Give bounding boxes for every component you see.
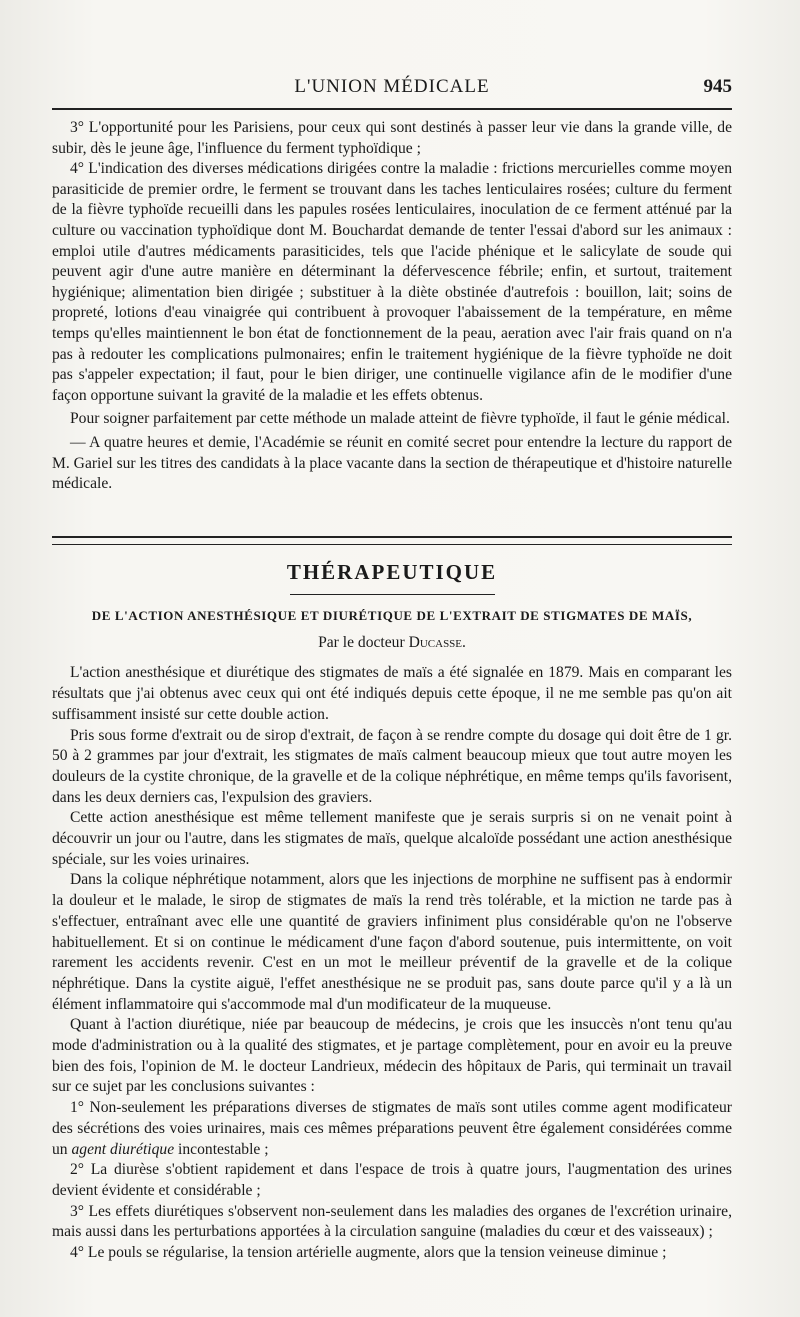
header-rule bbox=[52, 108, 732, 110]
article-block bbox=[52, 606, 732, 1264]
conclusion-item bbox=[52, 1098, 732, 1160]
paragraph: 3° L'opportunité pour les Parisiens, pour ceux qui sont destinés à passer leur vie dans la grande ville, de subir, dès le jeune âge, l'influence du ferment typhoïdique ; bbox=[52, 119, 732, 157]
conclusion-item: 2° La diurèse s'obtient rapidement et dans l'espace de trois à quatre jours, l'augmentation des urines devient évidente et considérable ; bbox=[52, 1161, 732, 1199]
item-emphasis: agent diurétique bbox=[71, 1140, 175, 1158]
paragraph: Quant à l'action diurétique, niée par beaucoup de médecins, je crois que les insuccès n'ont tenu qu'au mode d'administration ou à la qualité des stigmates, et je partage complètement, pour en avoir eu la preuve bien des fois, l'opinion de M. le docteur Landrieux, médecin des hôpitaux de Paris, qui terminait un travail sur ce sujet par les conclusions suivantes : bbox=[52, 1016, 732, 1096]
running-head: L'UNION MÉDICALE bbox=[294, 76, 490, 97]
page-number: 945 bbox=[703, 76, 732, 97]
paragraph: Pour soigner parfaitement par cette méthode un malade atteint de fièvre typhoïde, il faut le génie médical. bbox=[70, 410, 730, 428]
paragraph: Cette action anesthésique est même tellement manifeste que je serais surpris si on ne venait point à découvrir un jour ou l'autre, dans les stigmates de maïs, quelque alcaloïde possédant une action anesthésique spéciale, sur les voies urinaires. bbox=[52, 809, 732, 868]
paragraph: 4° L'indication des diverses médications dirigées contre la maladie : frictions mercurielles comme moyen parasiticide de premier ordre, le ferment se trouvant dans les taches lenticulaires rosées; culture du ferment de la fièvre typhoïde recueilli dans les papules rosées lenticulaires, inoculation de ce ferment atténué par la culture ou vaccination typhoïdique dont M. Bouchardat demande de tenter l'essai d'abord sur les animaux : emploi utile d'autres médicaments parasiticides, tels que l'acide phénique et le salicylate de soude qui peuvent agir d'une autre manière en déterminant la défervescence fébrile; enfin, et surtout, traitement hygiénique; alimentation bien dirigée ; substituer à la diète obstinée d'autrefois : bouillon, lait; soins de propreté, lotions d'eau vinaigrée qui contribuent à provoquer l'abaissement de la température, en même temps qu'elles maintiennent le bon état de fonctionnement de la peau, aeration avec l'air frais quand on n'a pas à redouter les complications pulmonaires; enfin le traitement hygiénique de la fièvre typhoïde ne doit pas s'appeler expectation; il faut, pour le bien diriger, une continuelle vigilance afin de le modifier d'une façon opportune suivant la gravité de la maladie et les effets obtenus. bbox=[52, 160, 732, 404]
page-header bbox=[52, 76, 732, 106]
paragraph: — A quatre heures et demie, l'Académie se réunit en comité secret pour entendre la lecture du rapport de M. Gariel sur les titres des candidats à la place vacante dans la section de thérapeutique et d'histoire naturelle médicale. bbox=[52, 433, 732, 493]
byline-prefix: Par le docteur bbox=[318, 633, 405, 651]
paragraph: Dans la colique néphrétique notamment, alors que les injections de morphine ne suffisent pas à endormir la douleur et le malade, le sirop de stigmates de maïs la rend très tolérable, et la miction ne tarde pas à s'effectuer, entraînant avec elle une quantité de graviers infiniment plus considérable qu'on ne l'observe habituellement. Et si on continue le médicament d'une façon d'abord soutenue, puis intermittente, on voit rarement les accidents revenir. C'est en un mot le meilleur préventif de la gravelle et de la colique néphrétique. Dans la cystite aiguë, l'effet anesthésique ne se produit pas, sans doute parce qu'il y a là un élément inflammatoire qui s'accommode mal d'un modificateur de la muqueuse. bbox=[52, 871, 732, 1013]
article-title: DE L'ACTION ANESTHÉSIQUE ET DIURÉTIQUE DE L'EXTRAIT DE STIGMATES DE MAÏS, bbox=[91, 608, 693, 623]
item-text: incontestable ; bbox=[178, 1140, 269, 1158]
byline bbox=[52, 633, 732, 654]
conclusion-item: 3° Les effets diurétiques s'observent non-seulement dans les maladies des organes de l'excrétion urinaire, mais aussi dans les perturbations apportées à la circulation sanguine (maladies du cœur et des vaisseaux) ; bbox=[52, 1202, 732, 1241]
paragraph: Pris sous forme d'extrait ou de sirop d'extrait, de façon à se rendre compte du dosage qui doit être de 1 gr. 50 à 2 grammes par jour d'extrait, les stigmates de maïs calment beaucoup mieux que tout autre moyen les douleurs de la cystite chronique, de la gravelle et de la colique néphrétique, en même temps qu'ils favorisent, dans les deux derniers cas, l'expulsion des graviers. bbox=[52, 726, 732, 806]
item-text: 1° Non-seulement les préparations diverses de stigmates de maïs sont utiles comme agent modificateur des sécrétions des voies urinaires, mais ces mêmes préparations peuvent être également considérées comme un bbox=[52, 1099, 732, 1158]
section-title: THÉRAPEUTIQUE bbox=[286, 560, 498, 584]
top-text-block bbox=[52, 118, 732, 495]
byline-author: Ducasse. bbox=[408, 633, 466, 651]
title-underline bbox=[290, 594, 495, 595]
paragraph: L'action anesthésique et diurétique des stigmates de maïs a été signalée en 1879. Mais en comparant les résultats que j'ai obtenus avec ceux qui ont été indiqués depuis cette époque, il ne me semble pas qu'on ait suffisamment insisté sur cette double action. bbox=[52, 664, 732, 723]
conclusion-item: 4° Le pouls se régularise, la tension artérielle augmente, alors que la tension veineuse diminue ; bbox=[70, 1244, 667, 1262]
section-separator bbox=[52, 536, 732, 545]
